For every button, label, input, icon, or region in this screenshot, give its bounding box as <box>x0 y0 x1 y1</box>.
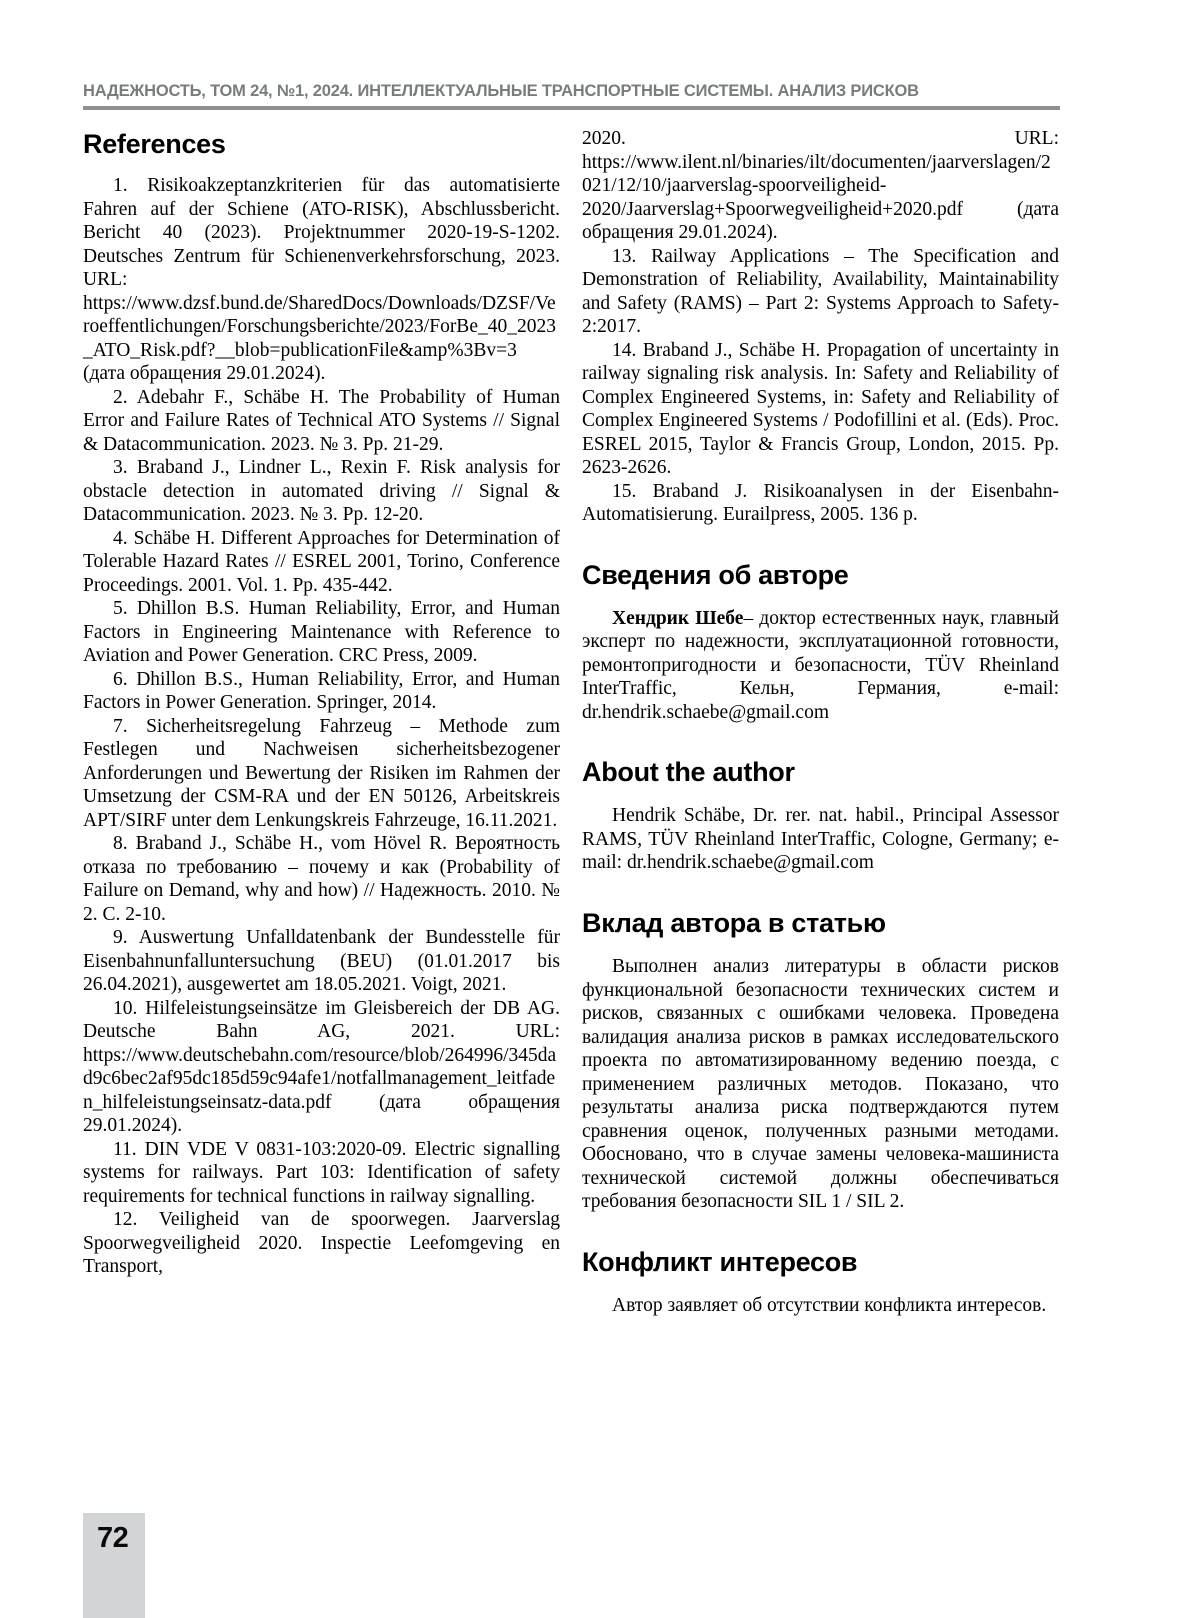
reference-item: 5. Dhillon B.S. Human Reliability, Error, and Human Factors in Engineering Maintenance with Reference to Aviation and Power Generation. CRC Press, 2009. <box>83 598 560 667</box>
conflict-paragraph: Автор заявляет об отсутствии конфликта интересов. <box>612 1294 1047 1316</box>
reference-item: 8. Braband J., Schäbe H., vom Hövel R. Вероятность отказа по требованию – почему и как (Probability of Failure on Demand, why and how) // Надежность. 2010. № 2. С. 2-10. <box>83 833 560 925</box>
page-content <box>83 127 1060 1317</box>
reference-item: 14. Braband J., Schäbe H. Propagation of uncertainty in railway signaling risk analysis. In: Safety and Reliability of Complex Engineered Systems, in: Safety and Reliability of Complex Engineered Systems / Podofillini et al. (Eds). Proc. ESREL 2015, Taylor & Francis Group, London, 2015. Pp. 2623-2626. <box>582 339 1059 478</box>
author-ru-name: Хендрик Шебе <box>612 607 744 629</box>
reference-item: 3. Braband J., Lindner L., Rexin F. Risk analysis for obstacle detection in automated driving // Signal & Datacommunication. 2023. № 3. Pp. 12-20. <box>83 457 560 526</box>
references-list-left <box>83 174 560 1279</box>
section-title-conflict: Конфликт интересов <box>582 1246 858 1277</box>
section-title-author-ru: Сведения об авторе <box>582 559 849 590</box>
author-en-paragraph: Hendrik Schäbe, Dr. rer. nat. habil., Principal Assessor RAMS, TÜV Rheinland InterTraffic, Cologne, Germany; e-mail: dr.hendrik.schaebe@gmail.com <box>582 805 1059 874</box>
reference-item: 9. Auswertung Unfalldatenbank der Bundesstelle für Eisenbahnunfalluntersuchung (BEU) (01.01.2017 bis 26.04.2021), ausgewertet am 18.05.2021. Voigt, 2021. <box>83 927 560 996</box>
author-ru-paragraph <box>582 607 1059 725</box>
reference-item: 4. Schäbe H. Different Approaches for Determination of Tolerable Hazard Rates // ESREL 2001, Torino, Conference Proceedings. 2001. Vol. 1. Pp. 435-442. <box>83 527 560 596</box>
reference-item: 15. Braband J. Risikoanalysen in der Eisenbahn-Automatisierung. Eurailpress, 2005. 136 p. <box>582 480 1059 525</box>
reference-item: 6. Dhillon B.S., Human Reliability, Error, and Human Factors in Power Generation. Springer, 2014. <box>83 668 560 714</box>
reference-item: 13. Railway Applications – The Specification and Demonstration of Reliability, Availability, Maintainability and Safety (RAMS) – Part 2: Systems Approach to Safety-2:2017. <box>582 245 1059 337</box>
section-title-author-en: About the author <box>582 757 795 788</box>
reference-12-continuation: 2020. URL: https://www.ilent.nl/binaries/ilt/documenten/jaarverslagen/2021/12/10/jaarverslag-spoorveiligheid-2020/Jaarverslag+Spoorwegveiligheid+2020.pdf (дата обращения 29.01.2024). <box>582 128 1059 243</box>
reference-item: 10. Hilfeleistungseinsätze im Gleisbereich der DB AG. Deutsche Bahn AG, 2021. URL: https://www.deutschebahn.com/resource/blob/264996/345dad9c6bec2af95dc185d59c94afe1/notfallmanagement_leitfaden_hilfeleistungseinsatz-data.pdf (дата обращения 29.01.2024). <box>83 997 560 1137</box>
left-column <box>83 127 560 1317</box>
reference-item: 7. Sicherheitsregelung Fahrzeug – Methode zum Festlegen und Nachweisen sicherheitsbezogener Anforderungen und Bewertung der Risiken im Rahmen der Umsetzung der CSM-RA und der EN 50126, Arbeitskreis APT/SIRF unter dem Lenkungskreis Fahrzeuge, 16.11.2021. <box>83 715 560 831</box>
reference-item: 1. Risikoakzeptanzkriterien für das automatisierte Fahren auf der Schiene (ATO-RISK), Abschlussbericht. Bericht 40 (2023). Projektnummer 2020-19-S-1202. Deutsches Zentrum für Schienenverkehrsforschung, 2023. URL: https://www.dzsf.bund.de/SharedDocs/Downloads/DZSF/Veroeffentlichungen/Forschungsberichte/2023/ForBe_40_2023_ATO_Risk.pdf?__blob=publicationFile&amp%3Bv=3 (дата обращения 29.01.2024). <box>83 175 560 385</box>
section-title-contribution: Вклад автора в статью <box>582 907 886 938</box>
page-number: 72 <box>97 1522 129 1554</box>
reference-item: 11. DIN VDE V 0831-103:2020-09. Electric signalling systems for railways. Part 103: Identification of safety requirements for technical functions in railway signalling. <box>83 1138 560 1207</box>
references-list-right <box>582 245 1059 527</box>
running-head: НАДЕЖНОСТЬ, ТОМ 24, №1, 2024. ИНТЕЛЛЕКТУАЛЬНЫЕ ТРАНСПОРТНЫЕ СИСТЕМЫ. АНАЛИЗ РИСКОВ <box>83 82 919 100</box>
references-title: References <box>83 129 226 159</box>
author-ru-text: – доктор естественных наук, главный эксперт по надежности, эксплуатационной готовности, ремонтопригодности и безопасности, TÜV Rheinland InterTraffic, Кельн, Германия, e-mail: dr.hendrik.schaebe@gmail.com <box>582 607 1060 723</box>
header-rule <box>83 106 1060 110</box>
reference-item: 12. Veiligheid van de spoorwegen. Jaarverslag Spoorwegveiligheid 2020. Inspectie Leefomgeving en Transport, <box>83 1209 560 1278</box>
page-number-box <box>83 1513 145 1618</box>
contribution-paragraph: Выполнен анализ литературы в области рисков функциональной безопасности технических систем и рисков, связанных с ошибками человека. Проведена валидация анализа рисков в рамках исследовательского проекта по автоматизированному ведению поезда, с применением различных методов. Показано, что результаты анализа риска подтверждаются путем сравнения оценок, полученных разными методами. Обосновано, что в случае замены человека-машиниста технической системой должны обеспечиваться требования безопасности SIL 1 / SIL 2. <box>582 956 1059 1213</box>
reference-item: 2. Adebahr F., Schäbe H. The Probability of Human Error and Failure Rates of Technical ATO Systems // Signal & Datacommunication. 2023. № 3. Pp. 21-29. <box>83 386 560 455</box>
right-column <box>582 127 1059 1317</box>
